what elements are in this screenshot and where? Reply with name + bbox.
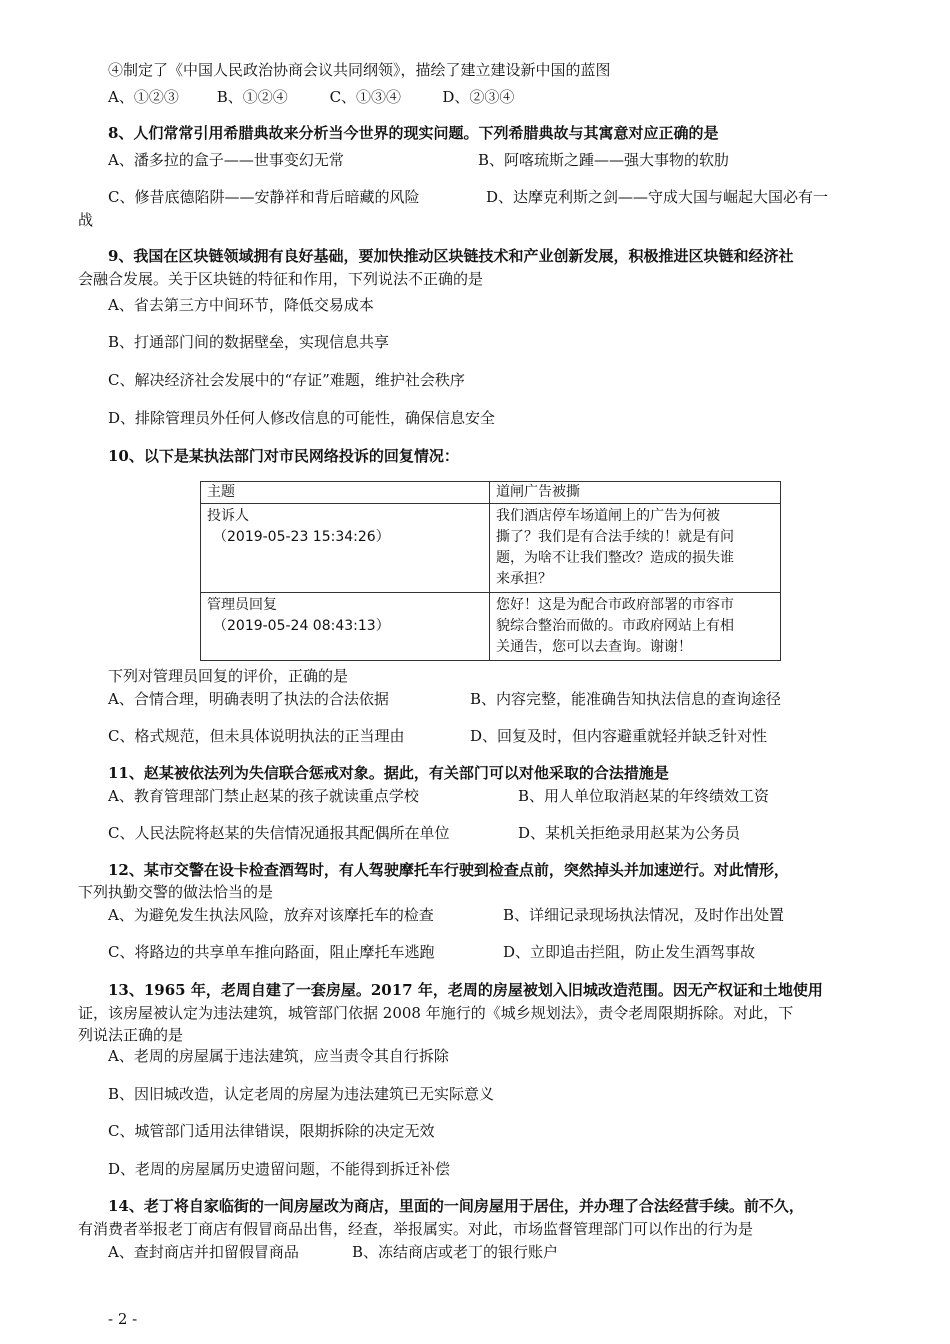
complaint-text-line: 题，为啥不让我们整改？造成的损失谁 xyxy=(496,550,734,566)
q7-item4: ④制定了《中国人民政治协商会议共同纲领》，描绘了建立建设新中国的蓝图 xyxy=(108,61,611,79)
q13-stem-line1: 13、1965 年，老周自建了一套房屋。2017 年，老周的房屋被划入旧城改造范围。因无产权证和土地使用 xyxy=(108,981,823,999)
q12-stem-line2: 下列执勤交警的做法恰当的是 xyxy=(78,883,274,901)
table-row-complainant xyxy=(201,504,781,593)
q13-option-b[interactable]: B、因旧城改造，认定老周的房屋为违法建筑已无实际意义 xyxy=(108,1085,495,1103)
q13-stem-line2: 证，该房屋被认定为违法建筑，城管部门依据 2008 年施行的《城乡规划法》，责令老周限期拆除。对此，下 xyxy=(78,1004,794,1022)
q14-stem-line2: 有消费者举报老丁商店有假冒商品出售，经查，举报属实。对此，市场监督管理部门可以作出的行为是 xyxy=(78,1220,754,1238)
q11-option-c[interactable]: C、人民法院将赵某的失信情况通报其配偶所在单位 xyxy=(108,824,450,842)
table-header-row xyxy=(201,482,781,504)
q12-option-b[interactable]: B、详细记录现场执法情况，及时作出处置 xyxy=(503,906,785,924)
complainant-time: （2019-05-23 15:34:26） xyxy=(213,529,390,545)
q7-option-d[interactable]: D、②③④ xyxy=(442,88,515,106)
q8-option-a[interactable]: A、潘多拉的盒子——世事变幻无常 xyxy=(108,151,344,169)
table-header-topic: 主题 xyxy=(201,482,490,504)
q14-option-b[interactable]: B、冻结商店或老丁的银行账户 xyxy=(352,1243,559,1261)
q8-option-b[interactable]: B、阿喀琉斯之踵——强大事物的软肋 xyxy=(478,151,730,169)
q7-option-b[interactable]: B、①②④ xyxy=(216,88,288,106)
q12-option-a[interactable]: A、为避免发生执法风险，放弃对该摩托车的检查 xyxy=(108,906,434,924)
complaint-text-line: 撕了？我们是有合法手续的！就是有问 xyxy=(496,529,734,545)
complainant-label: 投诉人 xyxy=(207,508,249,524)
reply-text-line: 貌综合整治而做的。市政府网站上有相 xyxy=(496,618,734,634)
q9-option-d[interactable]: D、排除管理员外任何人修改信息的可能性，确保信息安全 xyxy=(108,409,496,427)
q10-option-a[interactable]: A、合情合理，明确表明了执法的合法依据 xyxy=(108,690,389,708)
q12-stem-line1: 12、某市交警在设卡检查酒驾时，有人驾驶摩托车行驶到检查点前，突然掉头并加速逆行。对此情形， xyxy=(108,861,789,879)
reply-text-line: 关通告，您可以去查询。谢谢！ xyxy=(496,639,692,655)
q12-option-c[interactable]: C、将路边的共享单车推向路面，阻止摩托车逃跑 xyxy=(108,943,435,961)
table-header-subject: 道闸广告被撕 xyxy=(490,482,781,504)
q13-option-d[interactable]: D、老周的房屋属历史遗留问题，不能得到拆迁补偿 xyxy=(108,1160,451,1178)
q11-option-d[interactable]: D、某机关拒绝录用赵某为公务员 xyxy=(518,824,741,842)
q14-stem-line1: 14、老丁将自家临街的一间房屋改为商店，里面的一间房屋用于居住，并办理了合法经营手续。前不久， xyxy=(108,1197,804,1215)
q11-stem: 11、赵某被依法列为失信联合惩戒对象。据此，有关部门可以对他采取的合法措施是 xyxy=(108,764,669,782)
q7-options xyxy=(108,87,514,107)
complaint-reply-table xyxy=(200,481,781,661)
reply-text-line: 您好！这是为配合市政府部署的市容市 xyxy=(496,597,734,613)
q7-option-c[interactable]: C、①③④ xyxy=(329,88,402,106)
q8-option-c[interactable]: C、修昔底德陷阱——安静祥和背后暗藏的风险 xyxy=(108,188,420,206)
q13-stem-line3: 列说法正确的是 xyxy=(78,1026,184,1044)
q9-option-c[interactable]: C、解决经济社会发展中的“存证”难题，维护社会秩序 xyxy=(108,371,465,389)
admin-time: （2019-05-24 08:43:13） xyxy=(213,618,390,634)
q7-option-a[interactable]: A、①②③ xyxy=(108,88,179,106)
q8-stem: 8、人们常常引用希腊典故来分析当今世界的现实问题。下列希腊典故与其寓意对应正确的是 xyxy=(108,124,719,142)
q10-option-b[interactable]: B、内容完整，能准确告知执法信息的查询途径 xyxy=(470,690,782,708)
q10-option-c[interactable]: C、格式规范，但未具体说明执法的正当理由 xyxy=(108,727,405,745)
q10-ask: 下列对管理员回复的评价，正确的是 xyxy=(108,667,349,685)
q9-stem-line1: 9、我国在区块链领域拥有良好基础，要加快推动区块链技术和产业创新发展，积极推进区块链和经济社 xyxy=(108,247,794,265)
page-number: - 2 - xyxy=(108,1310,138,1328)
q9-stem-line2: 会融合发展。关于区块链的特征和作用，下列说法不正确的是 xyxy=(78,270,484,288)
q10-stem: 10、以下是某执法部门对市民网络投诉的回复情况： xyxy=(108,447,459,465)
table-row-admin-reply xyxy=(201,593,781,661)
q13-option-c[interactable]: C、城管部门适用法律错误，限期拆除的决定无效 xyxy=(108,1122,435,1140)
admin-cell xyxy=(201,593,490,661)
q9-option-a[interactable]: A、省去第三方中间环节，降低交易成本 xyxy=(108,296,374,314)
q13-option-a[interactable]: A、老周的房屋属于违法建筑，应当责令其自行拆除 xyxy=(108,1047,449,1065)
complaint-text-cell xyxy=(490,504,781,593)
reply-text-cell xyxy=(490,593,781,661)
complainant-cell xyxy=(201,504,490,593)
q12-option-d[interactable]: D、立即追击拦阻，防止发生酒驾事故 xyxy=(503,943,756,961)
q10-option-d[interactable]: D、回复及时，但内容避重就轻并缺乏针对性 xyxy=(470,727,768,745)
q8-option-d-line1[interactable]: D、达摩克利斯之剑——守成大国与崛起大国必有一 xyxy=(486,188,829,206)
q11-option-a[interactable]: A、教育管理部门禁止赵某的孩子就读重点学校 xyxy=(108,787,419,805)
complaint-text-line: 来承担？ xyxy=(496,571,552,587)
q11-option-b[interactable]: B、用人单位取消赵某的年终绩效工资 xyxy=(518,787,770,805)
q14-option-a[interactable]: A、查封商店并扣留假冒商品 xyxy=(108,1243,299,1261)
q8-option-d-line2[interactable]: 战 xyxy=(78,211,94,229)
q9-option-b[interactable]: B、打通部门间的数据壁垒，实现信息共享 xyxy=(108,333,390,351)
complaint-text-line: 我们酒店停车场道闸上的广告为何被 xyxy=(496,508,720,524)
admin-label: 管理员回复 xyxy=(207,597,277,613)
